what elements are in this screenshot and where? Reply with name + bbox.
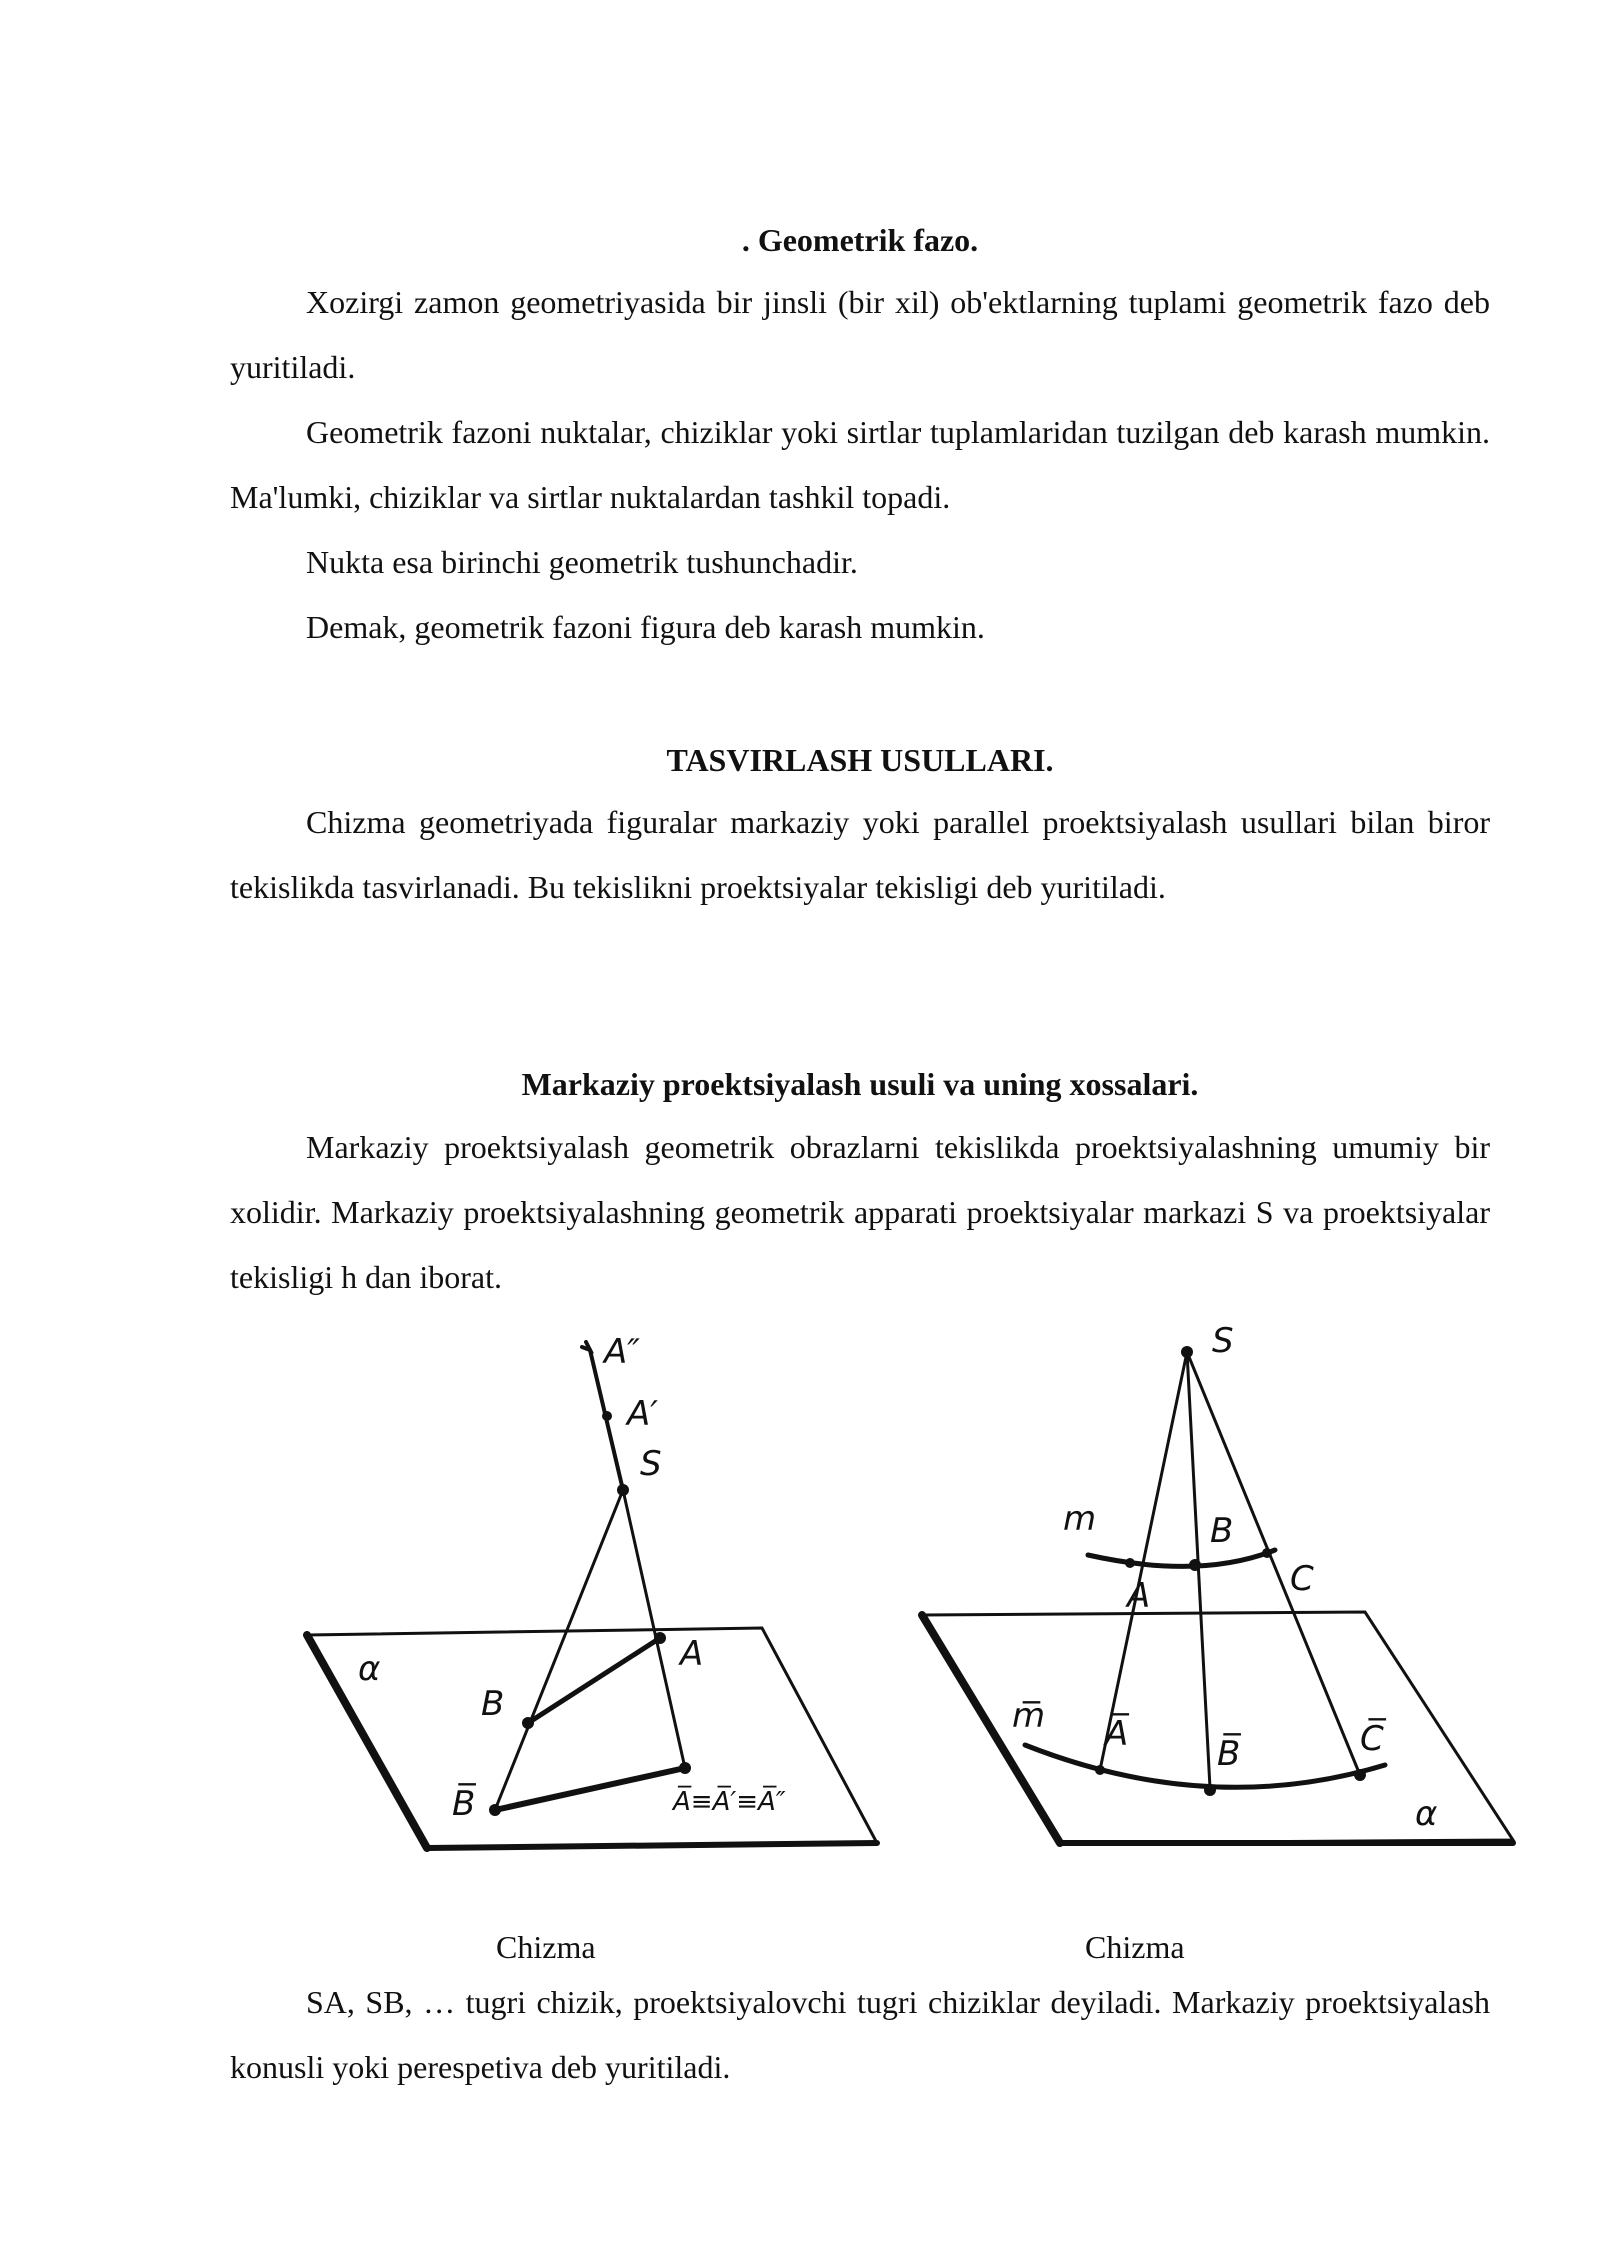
left-plane-thin-edges bbox=[307, 1628, 877, 1848]
left-ray-s-bbar bbox=[495, 1490, 623, 1810]
paragraph-6: Markaziy proektsiyalash geometrik obrazlarni tekislikda proektsiyalashning umumiy bir xolidir. Markaziy proektsiyalashning geometrik apparati proektsiyalar markazi S va proektsiyalar tekisligi h dan iborat. bbox=[230, 1129, 1490, 1295]
right-point-b bbox=[1189, 1559, 1201, 1571]
left-figure bbox=[307, 1332, 877, 1848]
left-point-b bbox=[522, 1717, 534, 1729]
right-figure bbox=[922, 1321, 1513, 1843]
right-label-abar: A̅ bbox=[1105, 1714, 1129, 1754]
left-plane-bold-edge-bottom bbox=[427, 1843, 877, 1848]
right-point-a bbox=[1125, 1558, 1135, 1568]
left-segment-projection bbox=[495, 1768, 685, 1810]
left-label-a2: A″ bbox=[604, 1332, 640, 1372]
right-curve-mbar bbox=[1025, 1745, 1385, 1787]
right-label-b: B bbox=[1210, 1511, 1234, 1551]
left-point-s bbox=[617, 1484, 629, 1496]
left-label-alpha: α bbox=[358, 1649, 381, 1689]
right-label-bbar: B̅ bbox=[1217, 1734, 1241, 1774]
left-point-a1 bbox=[602, 1411, 612, 1421]
left-label-a1: A′ bbox=[627, 1394, 658, 1434]
right-ray-s-bbar bbox=[1187, 1352, 1210, 1788]
right-label-cbar: C̅ bbox=[1360, 1719, 1384, 1759]
right-label-a: A bbox=[1127, 1576, 1151, 1616]
right-curve-m bbox=[1088, 1550, 1275, 1566]
left-arrow-tick bbox=[582, 1342, 590, 1350]
paragraph-4: Demak, geometrik fazoni figura deb karash mumkin. bbox=[306, 609, 985, 645]
right-label-mbar: m̅ bbox=[1012, 1696, 1046, 1736]
left-figure-caption: Chizma bbox=[496, 1929, 596, 1965]
paragraph-3: Nukta esa birinchi geometrik tushunchadir. bbox=[306, 544, 858, 580]
right-point-cbar bbox=[1354, 1769, 1366, 1781]
right-label-m: m bbox=[1063, 1499, 1097, 1539]
left-label-b: B bbox=[481, 1684, 505, 1724]
heading-geometrik-fazo: . Geometrik fazo. bbox=[741, 222, 979, 258]
right-figure-caption: Chizma bbox=[1085, 1929, 1185, 1965]
right-label-c: C bbox=[1290, 1559, 1314, 1599]
paragraph-7: SA, SB, … tugri chizik, proektsiyalovchi tugri chiziklar deyiladi. Markaziy proektsiyalash konusli yoki perespetiva deb yuritiladi. bbox=[230, 1984, 1490, 2085]
left-point-bbar bbox=[489, 1804, 501, 1816]
paragraph-1: Xozirgi zamon geometriyasida bir jinsli (bir xil) ob'ektlarning tuplami geometrik fazo deb yuritiladi. bbox=[230, 284, 1490, 385]
left-label-s: S bbox=[640, 1444, 662, 1484]
left-point-a bbox=[654, 1632, 666, 1644]
heading-tasvirlash-usullari: TASVIRLASH USULLARI. bbox=[666, 742, 1054, 778]
right-point-bbar bbox=[1204, 1784, 1216, 1796]
paragraph-5: Chizma geometriyada figuralar markaziy yoki parallel proektsiyalash usullari bilan biror tekislikda tasvirlanadi. Bu tekislikni proektsiyalar tekisligi deb yuritiladi. bbox=[230, 804, 1490, 905]
paragraph-2: Geometrik fazoni nuktalar, chiziklar yoki sirtlar tuplamlaridan tuzilgan deb karash mumkin. Ma'lumki, chiziklar va sirtlar nuktalardan tashkil topadi. bbox=[230, 414, 1490, 515]
right-point-c bbox=[1262, 1548, 1272, 1558]
heading-markaziy-proektsiyalash: Markaziy proektsiyalash usuli va uning xossalari. bbox=[521, 1066, 1199, 1102]
right-label-alpha: α bbox=[1415, 1794, 1438, 1834]
right-point-abar bbox=[1095, 1765, 1105, 1775]
left-label-a: A bbox=[680, 1634, 704, 1674]
left-point-abar bbox=[679, 1762, 691, 1774]
right-point-s bbox=[1181, 1346, 1193, 1358]
right-label-s: S bbox=[1212, 1321, 1234, 1361]
left-label-abar-equiv: A̅≡A̅′≡A̅″ bbox=[673, 1787, 786, 1817]
left-label-bbar: B̅ bbox=[452, 1784, 476, 1824]
